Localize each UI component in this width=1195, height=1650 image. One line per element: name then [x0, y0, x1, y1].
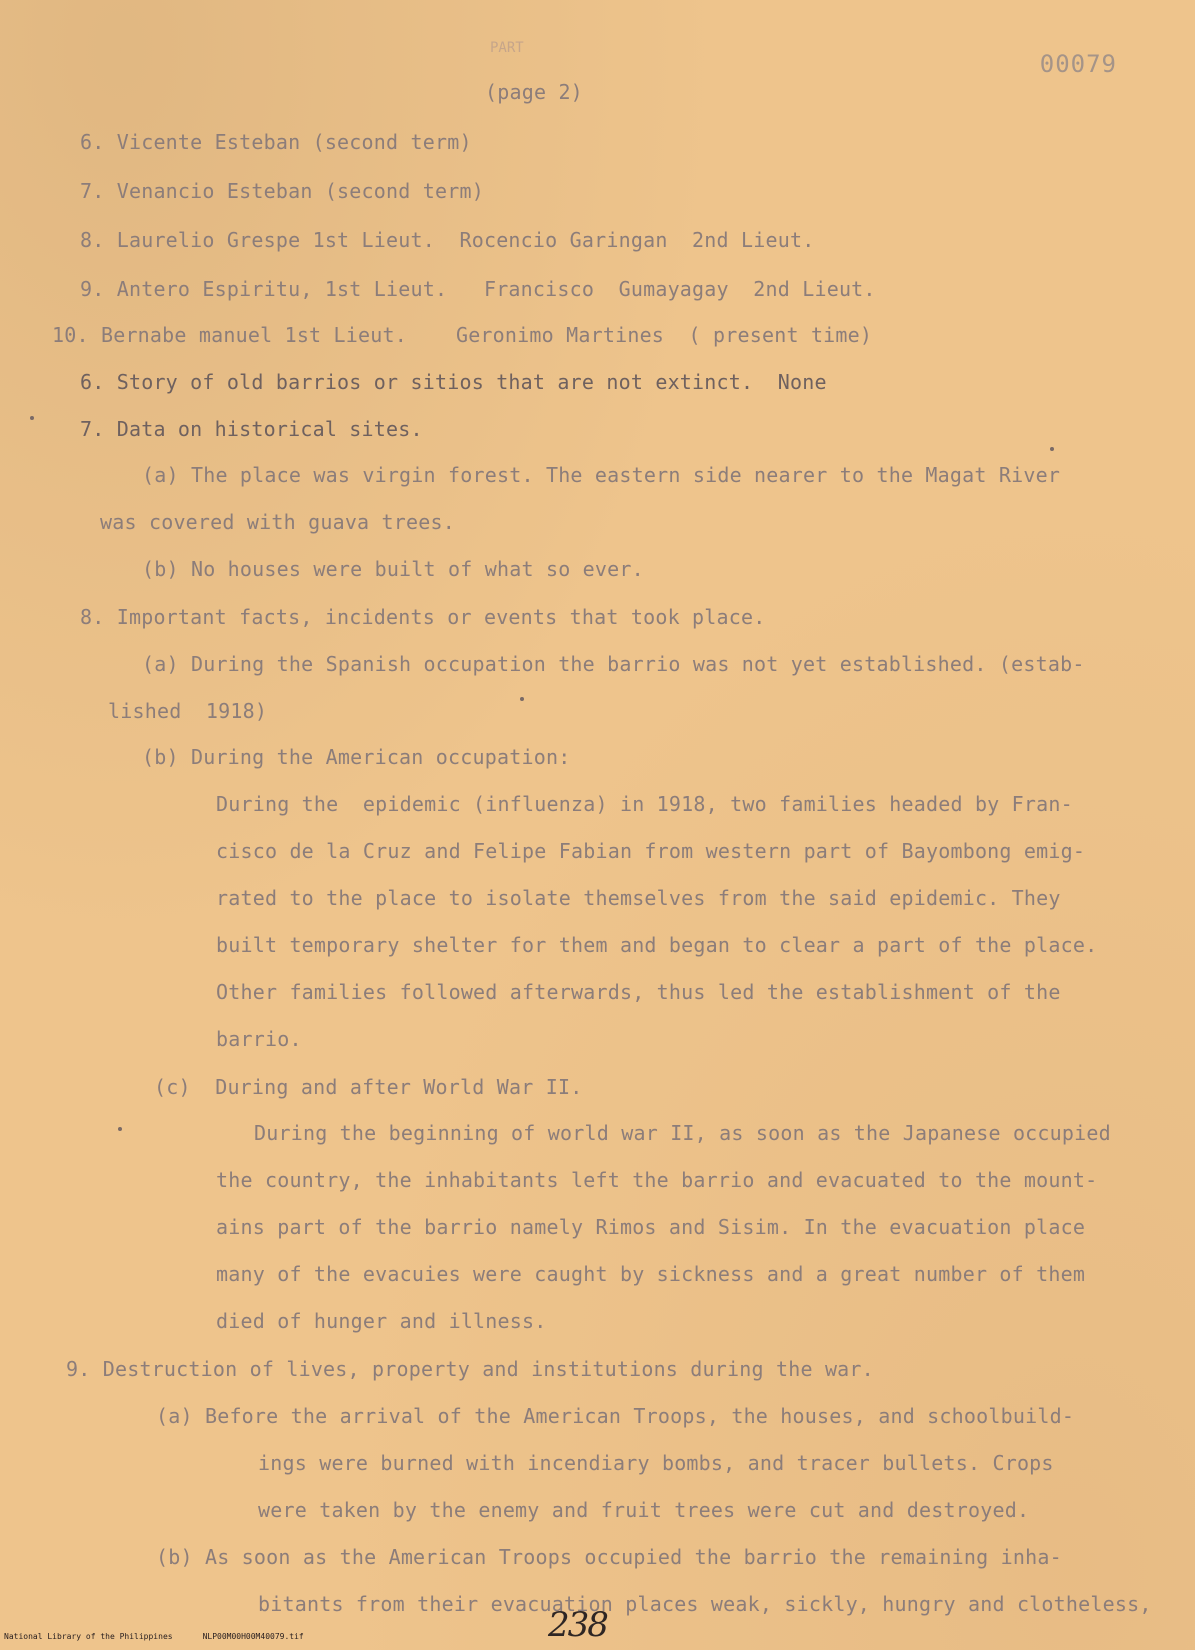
text-line: 6. Vicente Esteban (second term)	[80, 130, 472, 154]
text-line: ings were burned with incendiary bombs, and tracer bullets. Crops	[258, 1451, 1054, 1475]
ink-speck	[520, 697, 524, 701]
text-line: cisco de la Cruz and Felipe Fabian from western part of Bayombong emig-	[216, 839, 1086, 863]
text-line: 9. Destruction of lives, property and institutions during the war.	[66, 1357, 874, 1381]
text-line: (a) During the Spanish occupation the barrio was not yet established. (estab-	[142, 652, 1085, 676]
ink-speck	[30, 416, 34, 420]
text-line: (b) As soon as the American Troops occupied the barrio the remaining inha-	[156, 1545, 1062, 1569]
handwritten-page-number: 238	[548, 1605, 607, 1645]
text-line: bitants from their evacuation places weak, sickly, hungry and clotheless,	[258, 1592, 1152, 1616]
text-line: 8. Laurelio Grespe 1st Lieut. Rocencio Garingan 2nd Lieut.	[80, 228, 815, 252]
ink-speck	[1050, 447, 1054, 451]
scan-filename: NLP00M00H00M40079.tif	[202, 1632, 304, 1641]
text-line: the country, the inhabitants left the barrio and evacuated to the mount-	[216, 1168, 1098, 1192]
scan-footer	[4, 1632, 304, 1641]
text-line: (b) During the American occupation:	[142, 745, 571, 769]
text-line: died of hunger and illness.	[216, 1309, 547, 1333]
text-line: 10. Bernabe manuel 1st Lieut. Geronimo Martines ( present time)	[52, 323, 873, 347]
document-number: 00079	[1039, 50, 1117, 78]
ink-speck	[118, 1127, 122, 1131]
text-line: (a) Before the arrival of the American Troops, the houses, and schoolbuild-	[156, 1404, 1075, 1428]
text-line: During the epidemic (influenza) in 1918, two families headed by Fran-	[216, 792, 1073, 816]
text-line: (b) No houses were built of what so ever.	[142, 557, 644, 581]
text-line: Other families followed afterwards, thus led the establishment of the	[216, 980, 1061, 1004]
text-line: 9. Antero Espiritu, 1st Lieut. Francisco Gumayagay 2nd Lieut.	[80, 277, 876, 301]
library-credit: National Library of the Philippines	[4, 1632, 173, 1641]
text-line: During the beginning of world war II, as soon as the Japanese occupied	[254, 1121, 1111, 1145]
text-line: built temporary shelter for them and began to clear a part of the place.	[216, 933, 1098, 957]
text-line: barrio.	[216, 1027, 302, 1051]
text-line: (a) The place was virgin forest. The eastern side nearer to the Magat River	[142, 463, 1061, 487]
faint-stamp: PART	[490, 40, 524, 56]
text-line: lished 1918)	[108, 699, 268, 723]
text-line: was covered with guava trees.	[100, 510, 455, 534]
text-line: 7. Data on historical sites.	[80, 417, 423, 441]
text-line: were taken by the enemy and fruit trees were cut and destroyed.	[258, 1498, 1030, 1522]
text-line: ains part of the barrio namely Rimos and Sisim. In the evacuation place	[216, 1215, 1086, 1239]
page-label: (page 2)	[485, 80, 583, 104]
text-line: 7. Venancio Esteban (second term)	[80, 179, 484, 203]
text-line: (c) During and after World War II.	[154, 1075, 583, 1099]
text-line: 8. Important facts, incidents or events that took place.	[80, 605, 766, 629]
text-line: many of the evacuies were caught by sickness and a great number of them	[216, 1262, 1086, 1286]
text-line: rated to the place to isolate themselves from the said epidemic. They	[216, 886, 1061, 910]
text-line: 6. Story of old barrios or sitios that are not extinct. None	[80, 370, 827, 394]
